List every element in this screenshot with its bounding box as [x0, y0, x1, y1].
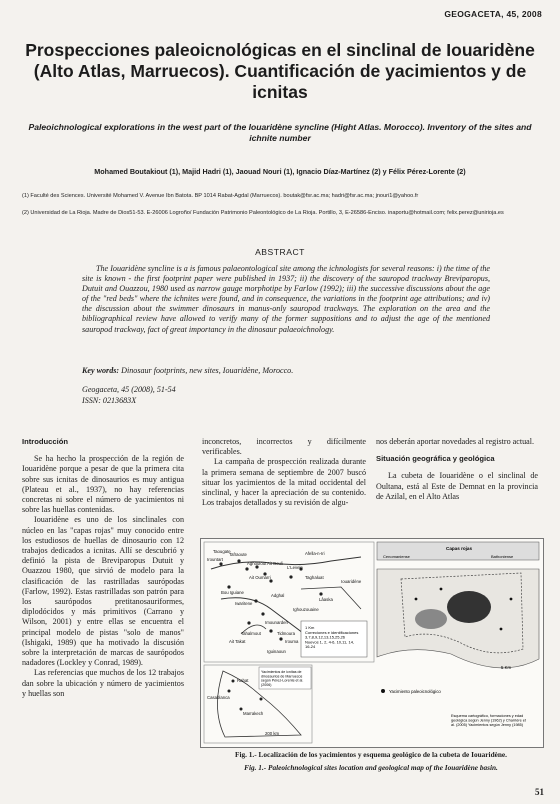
map-label: Marrakech	[243, 711, 264, 716]
map-label: Bou Iguiane	[221, 590, 244, 595]
paper-subtitle: Paleoichnological explorations in the west part of the Iouaridène syncline (Hight Atlas. Morocco). Inventory of the sites and ichnite number	[28, 122, 532, 143]
paragraph: Iouaridène es uno de los sinclinales con núcleo en las "capas rojas" muy conocido entre los estudiosos de huellas de dinosaurio con 12 trabajos dedicados a icnitas. Allí se descubrió y definió la pista de Breviparopus Dutuit y Ouazzou 1980, que sirvió de modelo para la clasificación de las rastrilladas saurópodas (Farlow, 1992). Estas rastrilladas son patrón para los saurópodos pretitanosauriformes, diplodócidos y más primitivos (Carrano y Wilson, 2001) y entre ellas se encuentra el principal modelo de pistas "solo de manos" (Ishigaki, 1989) que ha motivado la discusión sobre la interpretación de marcas de saurópodos nadadores (Lockley y Conrad, 1989).	[22, 515, 184, 668]
paragraph: Las referencias que muchos de los 12 trabajos dan sobre la ubicación y número de yacimientos y huellas son	[22, 668, 184, 698]
map-label: L'Levele	[287, 565, 303, 570]
map-label: Ighouzouaine	[293, 607, 319, 612]
map-label: Tahalmout	[241, 631, 261, 636]
map-label: Lâaska	[319, 597, 333, 602]
map-label: Tidmoura	[277, 631, 295, 636]
map-label: Adghal	[271, 593, 285, 598]
map-label: Taougate	[213, 549, 231, 554]
journal-header: GEOGACETA, 45, 2008	[444, 9, 542, 19]
section-col: Cenomaniense	[383, 554, 410, 559]
paragraph: La cubeta de Iouaridène o el sinclinal de Oultana, está al Este de Demnat en la provincia de Azilal, en el Alto Atlas	[376, 471, 538, 501]
column-2	[202, 437, 366, 508]
abstract-heading: ABSTRACT	[255, 247, 305, 257]
keywords-label: Key words:	[82, 366, 120, 375]
paragraph: La campaña de prospección realizada durante la primera semana de septiembre de 2007 buscó situar los yacimientos de la mitad occidental del sinclinal, y hacer la apreciación de su contenido. Los trabajos detallados y su revisión de algu-	[202, 457, 366, 508]
paragraph: nos deberán aportar novedades al registro actual.	[376, 437, 534, 446]
map-label: Iouaridène	[341, 579, 362, 584]
key-label: Yacimiento paleoicnológico	[389, 689, 441, 694]
citation: Geogaceta, 45 (2008), 51-54	[82, 385, 176, 394]
legend-box-text: 1 Km Correciones e identificaciones 3,7,8,9,12,13,15,25,26 Nuevos 1, 2, 4-6, 10,11, 14, 16-24	[305, 625, 359, 650]
map-label: Rabat	[237, 678, 249, 683]
column-3	[376, 437, 538, 502]
map-label: Aghoulout	[247, 561, 267, 566]
paragraph: inconcretos, incorrectos y difícilmente verificables.	[202, 437, 366, 457]
map-label: Afella-n-Iri	[305, 551, 325, 556]
scale-label: 5 Km	[501, 665, 512, 670]
map-label: Irouma	[285, 639, 299, 644]
scale-label: 200 km	[265, 731, 280, 736]
issn: ISSN: 0213683X	[82, 396, 137, 405]
map-label: Ait Bouli	[267, 561, 283, 566]
author-list: Mohamed Boutakiout (1), Majid Hadri (1), Jaouad Nouri (1), Ignacio Díaz-Martínez (2) y Félix Pérez-Lorente (2)	[94, 167, 466, 176]
map-label: Iguinaoun	[267, 649, 286, 654]
map-label: Ait Takat	[229, 639, 246, 644]
map-label: Ait Oumarri	[249, 575, 271, 580]
column-1	[22, 437, 184, 699]
map-label: Taghaluat	[305, 575, 324, 580]
figure-caption-es: Fig. 1.- Localización de los yacimientos y esquema geológico de la cubeta de Iouaridène.	[235, 750, 507, 759]
affiliation-1: (1) Faculté des Sciences. Université Mohamed V. Avenue Ibn Batota. BP 1014 Rabat-Agdal (Marruecos). boutak@fsr.ac.ma; hadri@fsr.ac.ma; jnouri1@yahoo.fr	[22, 193, 419, 199]
section-heading-introduccion: Introducción	[22, 437, 68, 446]
page-number: 51	[535, 787, 544, 797]
figure-notes: Esquema cartográfico, formaciones y edad geológica según Jenny (1962) y Charrière et al. (2005) Yacimientos según Jenny (1985)	[451, 714, 526, 728]
figure-map	[200, 538, 544, 748]
paragraph: Se ha hecho la prospección de la región de Iouaridène porque a pesar de que la primera cita sobre sus icnitas de dinosaurios es muy antigua (Plateau et al., 1937), no hay referencias concretas ni sobre el número de yacimientos ni sobre las huellas contenidas.	[22, 454, 184, 515]
map-label: Tafraoute	[229, 552, 247, 557]
figure-caption-en: Fig. 1.- Paleoichnological sites location and geological map of the Iouaridène basin.	[244, 763, 498, 772]
section-heading-situacion: Situación geográfica y geológica	[376, 454, 495, 464]
section-col: Bathoniense	[491, 554, 514, 559]
abstract-text: The Iouaridène syncline is a is famous palaeontological site among the ichnologists for several reasons: i) the time of the site is known - the first footprint paper were published in 1937; ii) the discovery of the sauropod trackway Breviparopus, Dutuit and Ouazzou, 1980 used as narrow gauge morphotipe by Farlow (1992); iii) the successive discussions about the age of the "red beds" where the ichnites were found, and in consequence, the variations in the footprint age attributions; and iv) the discussion about the swimmer dinosaurs in manus-only sauropod trackways. The exploration on the area and the bibliographical review have allowed to verify many of the former suppositions and to adjust the age of the mentioned sauropod trackway, fact of great importancy in the dinosaur palaeoichnology.	[82, 264, 490, 334]
section-header: Capas rojas	[446, 546, 473, 551]
map-label: Imounarden	[265, 620, 288, 625]
map-label: Iwaritene	[235, 601, 253, 606]
affiliation-2: (2) Universidad de La Rioja. Madre de Dios51-53. E-26006 Logroño/ Fundación Patrimonio Paleontológico de La Rioja. Portillo, 3, E-26586-Enciso. inaportu@hotmail.com; felix.perez@unirioja.es	[22, 210, 504, 216]
keywords-text: Dinosaur footprints, new sites, Iouaridène, Morocco.	[121, 366, 294, 375]
keywords	[82, 366, 492, 375]
map-label: Irountart	[207, 557, 224, 562]
paper-title: Prospecciones paleoicnológicas en el sinclinal de Iouaridène (Alto Atlas, Marruecos). Cuantificación de yacimientos y de icnitas	[25, 40, 535, 102]
legend-sites-text: Yacimientos de icnitas de dinosaurios de Marruecos según Pérez-Lorente et al. (2006)	[261, 670, 304, 687]
map-label: Casablanca	[207, 695, 230, 700]
